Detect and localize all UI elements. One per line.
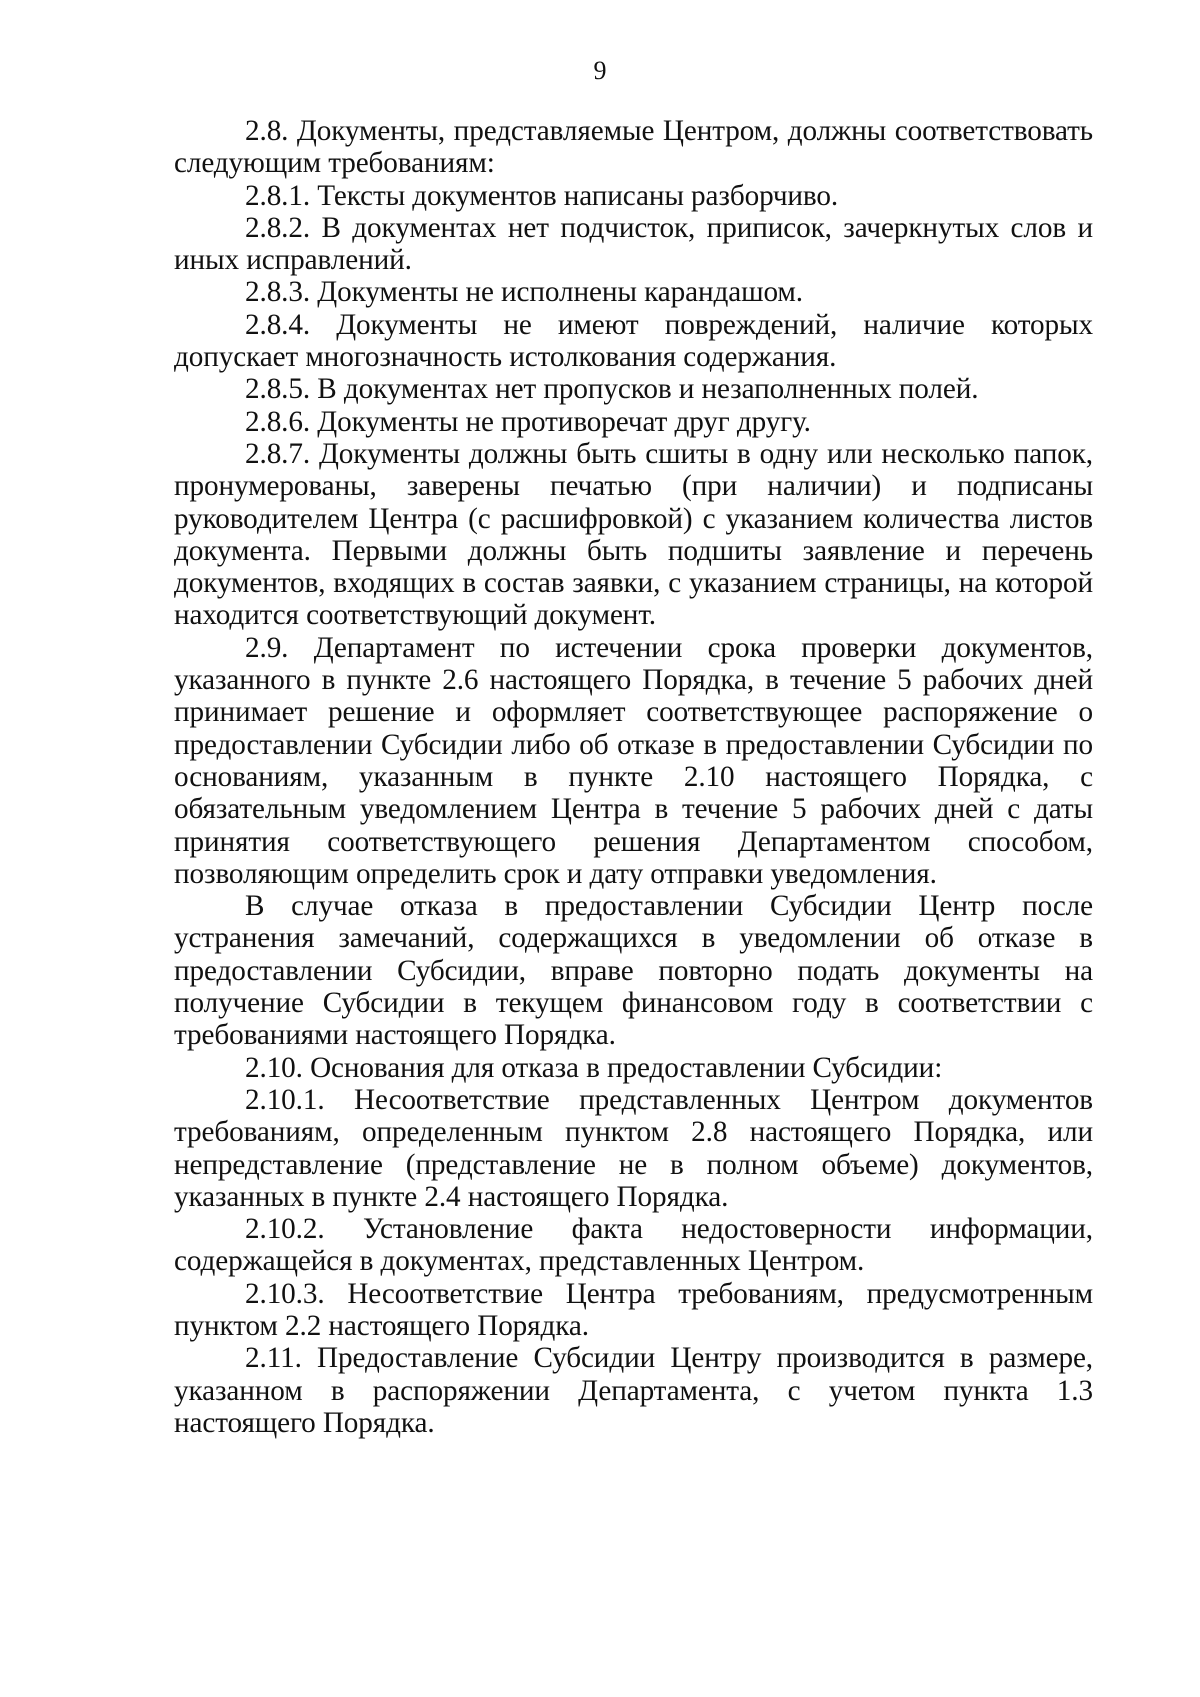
paragraph-2-8: 2.8. Документы, представляемые Центром, должны соответствовать следующим требованиям: [174,115,1093,180]
paragraph-2-11: 2.11. Предоставление Субсидии Центру производится в размере, указанном в распоряжении Департамента, с учетом пункта 1.3 настоящего Порядка. [174,1342,1093,1439]
paragraph-2-8-1: 2.8.1. Тексты документов написаны разборчиво. [245,179,839,212]
page-number: 9 [593,56,607,85]
document-body [174,115,1093,1439]
paragraph-2-8-6: 2.8.6. Документы не противоречат друг другу. [245,405,811,438]
paragraph-2-8-7: 2.8.7. Документы должны быть сшиты в одну или несколько папок, пронумерованы, заверены печатью (при наличии) и подписаны руководителем Центра (с расшифровкой) с указанием количества листов документа. Первыми должны быть подшиты заявление и перечень документов, входящих в состав заявки, с указанием страницы, на которой находится соответствующий документ. [174,437,1093,632]
paragraph-2-9: 2.9. Департамент по истечении срока проверки документов, указанного в пункте 2.6 настоящего Порядка, в течение 5 рабочих дней принимает решение и оформляет соответствующее распоряжение о предоставлении Субсидии либо об отказе в предоставлении Субсидии по основаниям, указанным в пункте 2.10 настоящего Порядка, с обязательным уведомлением Центра в течение 5 рабочих дней с даты принятия соответствующего решения Департаментом способом, позволяющим определить срок и дату отправки уведомления. [174,631,1093,890]
paragraph-2-10-1: 2.10.1. Несоответствие представленных Центром документов требованиям, определенным пунктом 2.8 настоящего Порядка, или непредставление (представление не в полном объеме) документов, указанных в пункте 2.4 настоящего Порядка. [174,1083,1093,1213]
paragraph-2-8-4: 2.8.4. Документы не имеют повреждений, наличие которых допускает многозначность истолкования содержания. [174,308,1093,374]
paragraph-2-10-2: 2.10.2. Установление факта недостоверности информации, содержащейся в документах, представленных Центром. [174,1213,1093,1278]
paragraph-refusal-case: В случае отказа в предоставлении Субсидии Центр после устранения замечаний, содержащихся в уведомлении об отказе в предоставлении Субсидии, вправе повторно подать документы на получение Субсидии в текущем финансовом году в соответствии с требованиями настоящего Порядка. [174,890,1093,1052]
paragraph-2-8-2: 2.8.2. В документах нет подчисток, приписок, зачеркнутых слов и иных исправлений. [174,211,1093,277]
paragraph-2-10-3: 2.10.3. Несоответствие Центра требованиям, предусмотренным пунктом 2.2 настоящего Порядка. [174,1277,1093,1342]
paragraph-2-8-5: 2.8.5. В документах нет пропусков и незаполненных полей. [245,373,979,406]
paragraph-2-8-3: 2.8.3. Документы не исполнены карандашом. [245,276,803,309]
paragraph-2-10: 2.10. Основания для отказа в предоставлении Субсидии: [245,1051,943,1084]
